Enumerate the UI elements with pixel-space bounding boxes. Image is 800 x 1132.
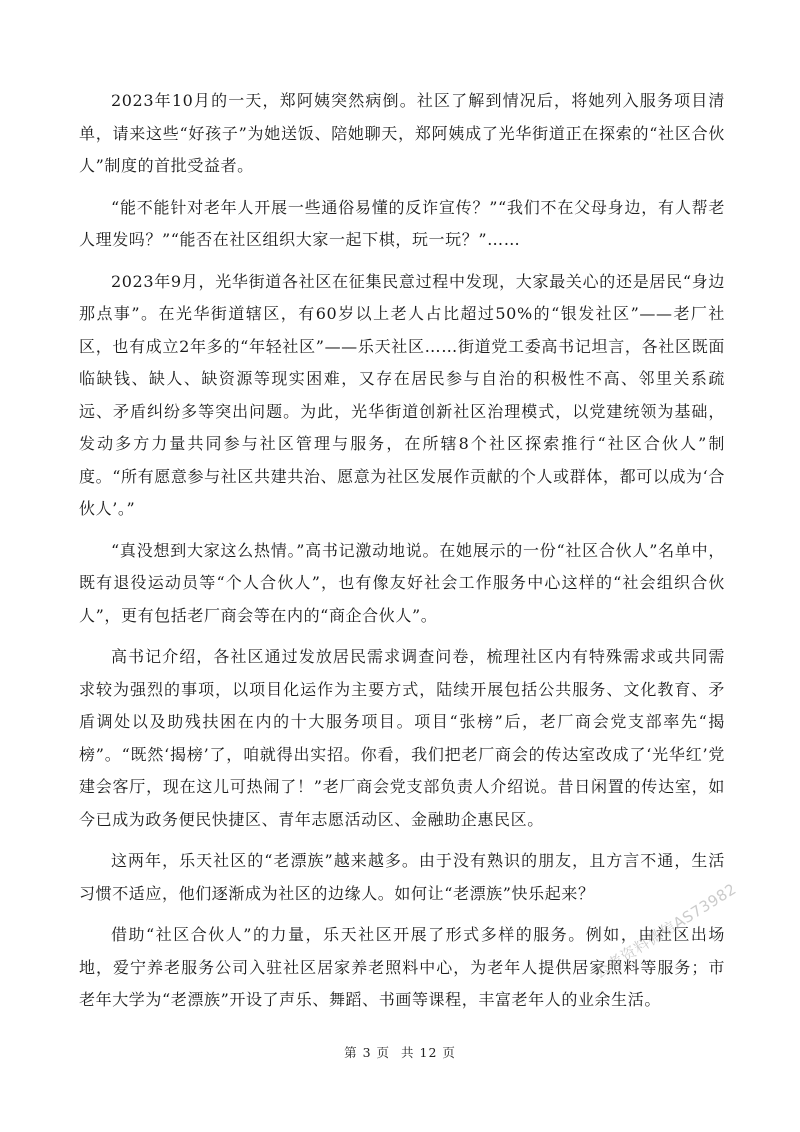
paragraph-1: 2023年10月的一天，郑阿姨突然病倒。社区了解到情况后，将她列入服务项目清单，请来这些“好孩子”为她送饭、陪她聊天，郑阿姨成了光华街道正在探索的“社区合伙人”制度的首批受益者。 <box>79 91 725 175</box>
watermark: 公考资料微信AS73982 <box>591 879 740 982</box>
paragraph-2: “能不能针对老年人开展一些通俗易懂的反诈宣传？”“我们不在父母身边，有人帮老人理发吗？”“能否在社区组织大家一起下棋，玩一玩？”…… <box>79 197 725 249</box>
paragraph-7: 借助“社区合伙人”的力量，乐天社区开展了形式多样的服务。例如，由社区出场地，爱宁养老服务公司入驻社区居家养老照料中心，为老年人提供居家照料等服务；市老年大学为“老漂族”开设了声乐、舞蹈、书画等课程，丰富老年人的业余生活。 <box>79 925 725 1009</box>
page-total: 共 12 页 <box>401 1045 456 1060</box>
article-body <box>79 85 725 1026</box>
paragraph-6: 这两年，乐天社区的“老漂族”越来越多。由于没有熟识的朋友，且方言不通，生活习惯不适应，他们逐渐成为社区的边缘人。如何让“老漂族”快乐起来？ <box>79 851 725 903</box>
page-number: 第 3 页 <box>344 1045 391 1060</box>
paragraph-5: 高书记介绍，各社区通过发放居民需求调查问卷，梳理社区内有特殊需求或共同需求较为强烈的事项，以项目化运作为主要方式，陆续开展包括公共服务、文化教育、矛盾调处以及助残扶困在内的十大服务项目。项目“张榜”后，老厂商会党支部率先“揭榜”。“既然‘揭榜’了，咱就得出实招。你看，我们把老厂商会的传达室改成了‘光华红’党建会客厅，现在这儿可热闹了！”老厂商会党支部负责人介绍说。昔日闲置的传达室，如今已成为政务便民快捷区、青年志愿活动区、金融助企惠民区。 <box>79 647 725 829</box>
paragraph-4: “真没想到大家这么热情。”高书记激动地说。在她展示的一份“社区合伙人”名单中，既有退役运动员等“个人合伙人”，也有像友好社会工作服务中心这样的“社会组织合伙人”，更有包括老厂商会等在内的“商企合伙人”。 <box>79 540 725 625</box>
paragraph-3: 2023年9月，光华街道各社区在征集民意过程中发现，大家最关心的还是居民“身边那点事”。在光华街道辖区，有60岁以上老人占比超过50%的“银发社区”——老厂社区，也有成立2年多的“年轻社区”——乐天社区……街道党工委高书记坦言，各社区既面临缺钱、缺人、缺资源等现实困难，又存在居民参与自治的积极性不高、邻里关系疏远、矛盾纠纷多等突出问题。为此，光华街道创新社区治理模式，以党建统领为基础，发动多方力量共同参与社区管理与服务，在所辖8个社区探索推行“社区合伙人”制度。“所有愿意参与社区共建共治、愿意为社区发展作贡献的个人或群体，都可以成为‘合伙人’。” <box>79 271 725 518</box>
page-footer <box>0 1043 800 1061</box>
